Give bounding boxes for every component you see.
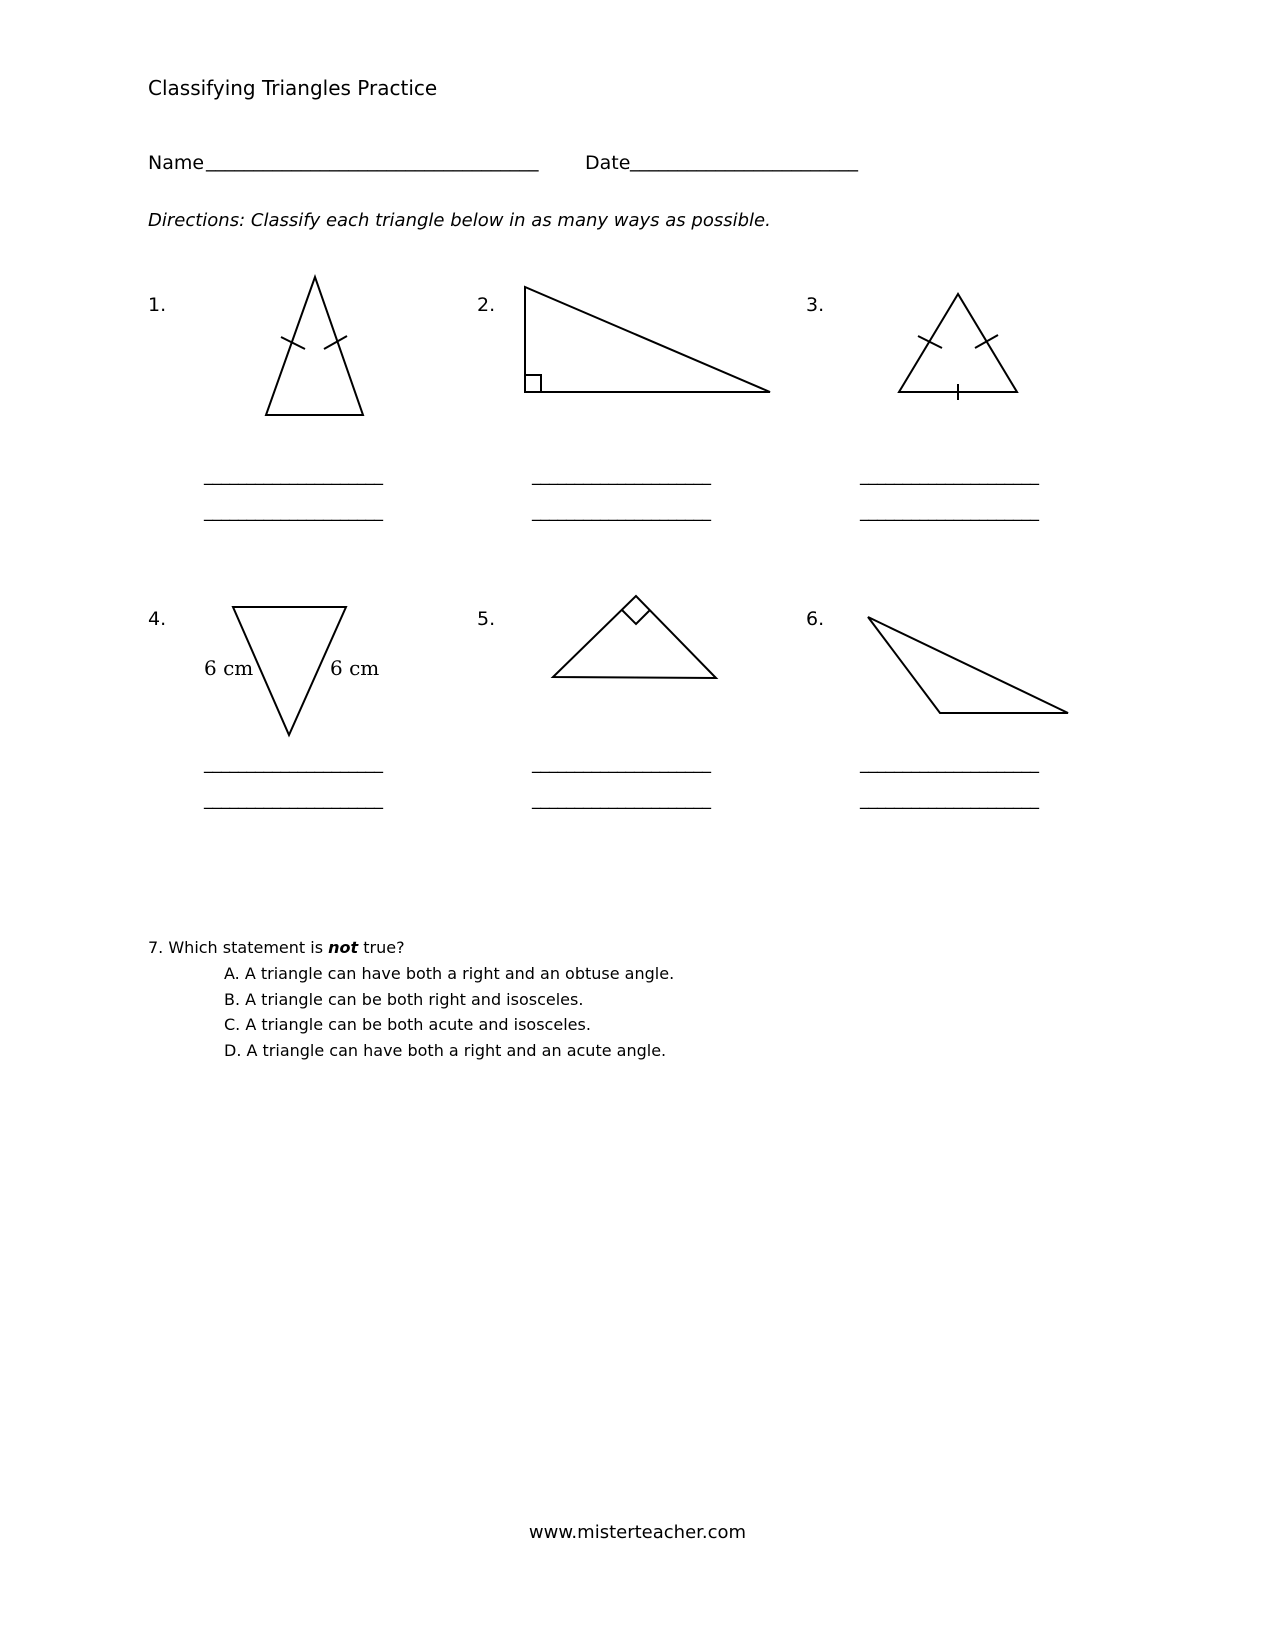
answer-3a-blank[interactable]: _____________________ bbox=[860, 465, 1039, 486]
problem-1-number: 1. bbox=[148, 294, 167, 316]
question-7-emphasis: not bbox=[328, 938, 359, 957]
worksheet-title: Classifying Triangles Practice bbox=[148, 76, 438, 100]
footer-website: www.misterteacher.com bbox=[528, 1522, 747, 1543]
problem-3-number: 3. bbox=[806, 294, 825, 316]
problem-5-number: 5. bbox=[477, 608, 496, 630]
question-7-option-c[interactable]: C. A triangle can be both acute and isosceles. bbox=[224, 1015, 591, 1034]
answer-1b-blank[interactable]: _____________________ bbox=[204, 501, 383, 522]
triangle-4-right-side-label: 6 cm bbox=[330, 656, 380, 680]
problem-6-number: 6. bbox=[806, 608, 825, 630]
answer-5b-blank[interactable]: _____________________ bbox=[532, 789, 711, 810]
answer-2b-blank[interactable]: _____________________ bbox=[532, 501, 711, 522]
name-blank[interactable]: ___________________________________ bbox=[206, 150, 539, 172]
date-blank[interactable]: ________________________ bbox=[630, 150, 858, 172]
answer-2a-blank[interactable]: _____________________ bbox=[532, 465, 711, 486]
answer-3b-blank[interactable]: _____________________ bbox=[860, 501, 1039, 522]
question-7-suffix: true? bbox=[358, 938, 405, 957]
answer-5a-blank[interactable]: _____________________ bbox=[532, 753, 711, 774]
answer-6a-blank[interactable]: _____________________ bbox=[860, 753, 1039, 774]
answer-6b-blank[interactable]: _____________________ bbox=[860, 789, 1039, 810]
question-7-option-d[interactable]: D. A triangle can have both a right and an acute angle. bbox=[224, 1041, 667, 1060]
problem-4-number: 4. bbox=[148, 608, 167, 630]
date-label: Date bbox=[585, 152, 631, 174]
triangle-4-left-side-label: 6 cm bbox=[204, 656, 254, 680]
answer-1a-blank[interactable]: _____________________ bbox=[204, 465, 383, 486]
question-7-option-b[interactable]: B. A triangle can be both right and isosceles. bbox=[224, 990, 584, 1009]
question-7-prefix: 7. Which statement is bbox=[148, 938, 329, 957]
problem-2-number: 2. bbox=[477, 294, 496, 316]
answer-4b-blank[interactable]: _____________________ bbox=[204, 789, 383, 810]
question-7-option-a[interactable]: A. A triangle can have both a right and an obtuse angle. bbox=[224, 964, 675, 983]
question-7-prompt bbox=[148, 938, 405, 957]
answer-4a-blank[interactable]: _____________________ bbox=[204, 753, 383, 774]
name-label: Name bbox=[148, 152, 205, 174]
directions-text: Directions: Classify each triangle below in as many ways as possible. bbox=[148, 210, 771, 231]
